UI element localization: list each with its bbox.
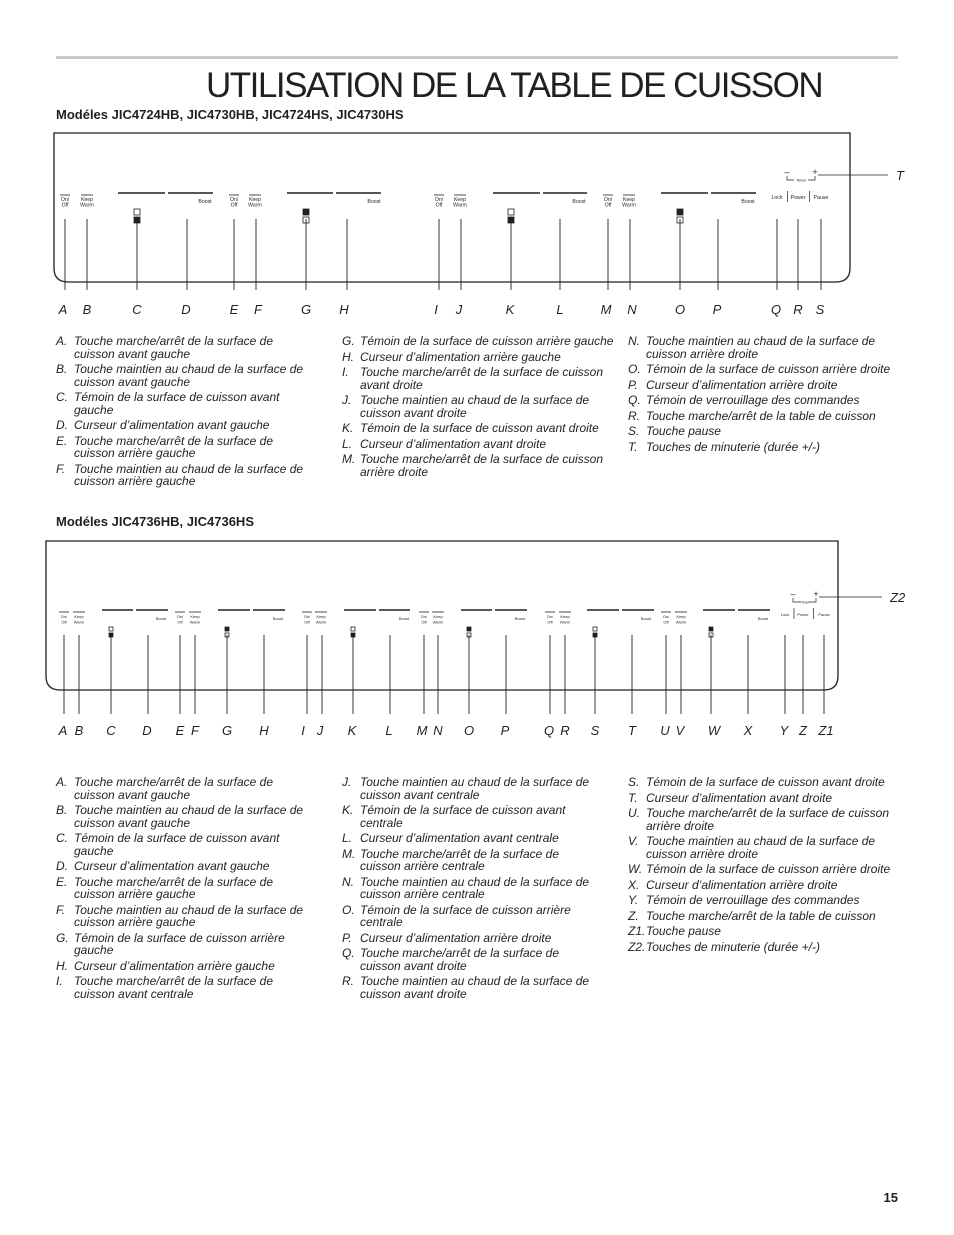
boost-label: Boost bbox=[272, 616, 284, 621]
legend-item bbox=[628, 335, 893, 360]
on-off-label: On/ bbox=[60, 614, 68, 619]
legend-letter: Q. bbox=[628, 393, 641, 407]
legend-letter: K. bbox=[342, 421, 354, 435]
legend-item bbox=[342, 904, 592, 929]
legend-text: Touche maintien au chaud de la surface de cuisson arrière gauche bbox=[74, 461, 304, 488]
legend-text: Témoin de la surface de cuisson arrière centrale bbox=[360, 902, 571, 929]
legend-letter: G. bbox=[342, 334, 355, 348]
on-off-label: Off bbox=[435, 202, 443, 209]
legend-letter: T. bbox=[628, 439, 638, 454]
legend-item bbox=[342, 776, 592, 801]
legend-text: Témoin de la surface de cuisson arrière droite bbox=[646, 362, 891, 376]
on-off-label: Off bbox=[230, 202, 238, 209]
callout-letter: Q bbox=[770, 302, 782, 317]
legend-text: Touche marche/arrêt de la surface de cuisson arrière centrale bbox=[360, 846, 560, 873]
legend-letter: X. bbox=[628, 877, 640, 892]
legend-item bbox=[342, 351, 614, 364]
callout-letter: O bbox=[674, 302, 686, 317]
legend-text: Curseur d’alimentation arrière gauche bbox=[360, 349, 561, 364]
legend-text: Curseur d’alimentation avant droite bbox=[360, 436, 547, 451]
callout-letter: C bbox=[132, 302, 142, 317]
section1-heading: Modéles JIC4724HB, JIC4730HB, JIC4724HS, JIC4730HS bbox=[56, 107, 404, 122]
legend-text: Touche maintien au chaud de la surface de cuisson arrière gauche bbox=[74, 902, 304, 929]
keep-warm-label: Warm bbox=[675, 619, 687, 625]
zone-indicator-square bbox=[467, 627, 471, 631]
callout-letter: I bbox=[301, 723, 305, 738]
on-off-label: Off bbox=[663, 619, 669, 625]
legend-text: Touches de minuterie (durée +/-) bbox=[646, 939, 820, 954]
keep-warm-label: Keep bbox=[74, 614, 84, 619]
legend-column bbox=[56, 776, 306, 1003]
legend-text: Touche marche/arrêt de la surface de cuisson avant gauche bbox=[74, 334, 274, 361]
on-off-label: Off bbox=[604, 202, 612, 209]
legend-text: Témoin de la surface de cuisson avant droite bbox=[360, 421, 599, 435]
legend-text: Touche marche/arrêt de la table de cuisson bbox=[646, 408, 876, 423]
page-number: 15 bbox=[883, 1190, 898, 1205]
lock-label: Lock bbox=[771, 195, 783, 201]
timer-label: Timer bbox=[795, 177, 807, 183]
legend-item bbox=[56, 960, 306, 973]
legend-item bbox=[56, 391, 306, 416]
keep-warm-label: Keep bbox=[190, 614, 200, 619]
boost-label: Boost bbox=[398, 616, 410, 621]
legend-letter: H. bbox=[56, 958, 68, 973]
legend-text: Curseur d’alimentation arrière droite bbox=[646, 877, 838, 892]
callout-letter: B bbox=[74, 723, 84, 738]
callout-letter: Z bbox=[799, 723, 807, 738]
legend-text: Témoin de verrouillage des commandes bbox=[646, 393, 860, 407]
legend-letter: F. bbox=[56, 461, 66, 476]
legend-item bbox=[56, 860, 306, 873]
zone-indicator-square bbox=[225, 627, 229, 631]
callout-letter: S bbox=[590, 723, 600, 738]
legend-item bbox=[342, 438, 614, 451]
callout-letter: M bbox=[416, 723, 428, 738]
callout-letter: Q bbox=[543, 723, 555, 738]
legend-letter: Z1. bbox=[628, 924, 646, 938]
legend-item bbox=[628, 863, 903, 876]
keep-warm-label: Keep bbox=[80, 197, 94, 203]
callout-letter: R bbox=[793, 302, 803, 317]
boost-label: Boost bbox=[367, 199, 381, 205]
legend-letter: F. bbox=[56, 902, 66, 917]
legend-letter: S. bbox=[628, 775, 640, 789]
legend-item bbox=[342, 804, 592, 829]
keep-warm-label: Warm bbox=[432, 619, 444, 625]
callout-letter: J bbox=[455, 302, 463, 317]
panel-outline bbox=[54, 133, 850, 282]
callout-letter: I bbox=[434, 302, 438, 317]
callout-letter: O bbox=[463, 723, 475, 738]
callout-letter: E bbox=[229, 302, 239, 317]
timer-minus: – bbox=[790, 589, 796, 599]
on-off-label: Off bbox=[421, 619, 427, 625]
callout-letter: A bbox=[58, 302, 68, 317]
legend-letter: H. bbox=[342, 349, 354, 364]
callout-letter: X bbox=[743, 723, 753, 738]
callout-letter: F bbox=[254, 302, 262, 317]
legend-item bbox=[56, 776, 306, 801]
zone-indicator-square bbox=[593, 627, 597, 631]
legend-letter: I. bbox=[342, 365, 349, 379]
callout-letter: M bbox=[600, 302, 612, 317]
boost-label: Boost bbox=[155, 616, 167, 621]
legend-letter: M. bbox=[342, 846, 356, 861]
legend-letter: N. bbox=[342, 874, 354, 889]
keep-warm-label: Warm bbox=[189, 619, 201, 625]
legend-item bbox=[628, 363, 893, 376]
keep-warm-label: Warm bbox=[73, 619, 85, 625]
keep-warm-label: Warm bbox=[315, 619, 327, 625]
legend-item bbox=[628, 835, 903, 860]
legend-letter: O. bbox=[342, 902, 355, 917]
timer-label: Timer bbox=[799, 599, 810, 605]
legend-letter: N. bbox=[628, 334, 640, 348]
legend-item bbox=[342, 932, 592, 945]
legend-letter: Z2. bbox=[628, 939, 646, 954]
callout-letter: B bbox=[82, 302, 92, 317]
legend-letter: E. bbox=[56, 433, 68, 448]
legend-letter: K. bbox=[342, 803, 354, 817]
cooktop-diagram-4-zone bbox=[0, 125, 954, 325]
legend-item bbox=[56, 363, 306, 388]
legend-text: Touche maintien au chaud de la surface de cuisson avant droite bbox=[360, 974, 590, 1001]
timer-plus: + bbox=[813, 589, 819, 599]
on-off-label: Off bbox=[177, 619, 183, 625]
legend-text: Curseur d’alimentation arrière droite bbox=[360, 930, 552, 945]
on-off-label: On/ bbox=[603, 197, 613, 203]
legend-item bbox=[628, 441, 893, 454]
callout-letter: P bbox=[712, 302, 722, 317]
boost-label: Boost bbox=[198, 199, 212, 205]
callout-letter: K bbox=[347, 723, 357, 738]
legend-letter: Z. bbox=[628, 908, 639, 923]
callout-letter: N bbox=[433, 723, 443, 738]
zone-indicator-square bbox=[303, 209, 309, 215]
callout-letter: C bbox=[106, 723, 116, 738]
on-off-label: Off bbox=[304, 619, 310, 625]
legend-item bbox=[628, 776, 903, 789]
boost-label: Boost bbox=[741, 199, 755, 205]
legend-text: Touche maintien au chaud de la surface de cuisson arrière centrale bbox=[360, 874, 590, 901]
legend-text: Touche marche/arrêt de la surface de cuisson arrière gauche bbox=[74, 874, 274, 901]
legend-item bbox=[628, 394, 893, 407]
keep-warm-label: Keep bbox=[622, 197, 636, 203]
on-off-label: On/ bbox=[434, 197, 444, 203]
legend-item bbox=[628, 879, 903, 892]
legend-letter: I. bbox=[56, 974, 63, 988]
legend-letter: R. bbox=[628, 408, 640, 423]
legend-letter: J. bbox=[342, 393, 352, 407]
legend-item bbox=[342, 366, 614, 391]
boost-label: Boost bbox=[640, 616, 652, 621]
legend-text: Témoin de la surface de cuisson avant gauche bbox=[74, 831, 280, 858]
legend-item bbox=[56, 804, 306, 829]
legend-text: Touche marche/arrêt de la surface de cuisson avant droite bbox=[360, 946, 560, 973]
callout-letter: N bbox=[627, 302, 637, 317]
legend-letter: W. bbox=[628, 862, 643, 876]
legend-item bbox=[628, 425, 893, 438]
legend-item bbox=[56, 975, 306, 1000]
legend-item bbox=[628, 410, 893, 423]
legend-text: Touche maintien au chaud de la surface de cuisson avant droite bbox=[360, 393, 590, 420]
callout-letter: V bbox=[675, 723, 685, 738]
callout-letter: K bbox=[505, 302, 515, 317]
callout-letter: U bbox=[660, 723, 670, 738]
legend-letter: L. bbox=[342, 436, 353, 451]
legend-text: Touche marche/arrêt de la table de cuisson bbox=[646, 908, 876, 923]
legend-text: Curseur d’alimentation arrière droite bbox=[646, 377, 838, 392]
legend-letter: Y. bbox=[628, 893, 639, 907]
legend-letter: D. bbox=[56, 859, 68, 873]
legend-item bbox=[342, 848, 592, 873]
legend-text: Touche marche/arrêt de la surface de cuisson avant gauche bbox=[74, 775, 274, 802]
lock-label: Lock bbox=[780, 612, 790, 617]
callout-letter: H bbox=[259, 723, 269, 738]
legend-text: Touche maintien au chaud de la surface de cuisson arrière droite bbox=[646, 334, 876, 361]
legend-text: Témoin de la surface de cuisson avant centrale bbox=[360, 803, 566, 830]
callout-letter: E bbox=[175, 723, 185, 738]
legend-item bbox=[56, 832, 306, 857]
legend-letter: P. bbox=[628, 377, 638, 392]
callout-letter: F bbox=[191, 723, 199, 738]
on-off-label: Off bbox=[61, 619, 67, 625]
legend-letter: R. bbox=[342, 974, 354, 988]
callout-letter: Z1 bbox=[818, 723, 834, 738]
legend-item bbox=[342, 422, 614, 435]
legend-item bbox=[342, 394, 614, 419]
keep-warm-label: Warm bbox=[248, 202, 262, 209]
callout-letter: L bbox=[385, 723, 393, 738]
legend-letter: Q. bbox=[342, 946, 355, 960]
legend-letter: A. bbox=[56, 334, 68, 348]
legend-letter: D. bbox=[56, 418, 68, 432]
on-off-label: On/ bbox=[662, 614, 670, 619]
legend-letter: L. bbox=[342, 831, 353, 845]
legend-letter: B. bbox=[56, 362, 68, 376]
legend-letter: U. bbox=[628, 806, 640, 820]
timer-plus: + bbox=[812, 167, 818, 177]
zone-indicator-square bbox=[709, 627, 713, 631]
keep-warm-label: Keep bbox=[248, 197, 262, 203]
zone-indicator-square bbox=[351, 627, 355, 631]
callout-letter: T bbox=[628, 723, 636, 738]
legend-text: Curseur d’alimentation avant gauche bbox=[74, 859, 270, 873]
legend-letter: V. bbox=[628, 834, 639, 848]
on-off-label: On/ bbox=[60, 197, 70, 203]
legend-text: Curseur d’alimentation avant droite bbox=[646, 790, 833, 805]
callout-letter: P bbox=[500, 723, 510, 738]
boost-label: Boost bbox=[572, 199, 586, 205]
callout-letter: S bbox=[815, 302, 825, 317]
legend-text: Touche maintien au chaud de la surface de cuisson avant gauche bbox=[74, 362, 304, 389]
keep-warm-label: Keep bbox=[453, 197, 467, 203]
keep-warm-label: Keep bbox=[433, 614, 443, 619]
legend-letter: M. bbox=[342, 452, 356, 466]
top-rule bbox=[56, 56, 898, 59]
legend-item bbox=[342, 832, 592, 845]
pause-label: Pause bbox=[813, 195, 829, 201]
legend-item bbox=[56, 335, 306, 360]
legend-text: Touche marche/arrêt de la surface de cuisson avant centrale bbox=[74, 974, 274, 1001]
legend-item bbox=[342, 975, 592, 1000]
legend-column bbox=[342, 776, 592, 1003]
legend-item bbox=[342, 947, 592, 972]
legend-item bbox=[628, 792, 903, 805]
callout-letter: Z2 bbox=[890, 590, 906, 605]
legend-letter: P. bbox=[342, 930, 352, 945]
legend-column bbox=[56, 335, 306, 491]
legend-text: Curseur d’alimentation avant centrale bbox=[360, 831, 559, 845]
legend-column bbox=[628, 335, 893, 456]
legend-text: Touche marche/arrêt de la surface de cuisson arrière droite bbox=[360, 452, 604, 479]
legend-column bbox=[628, 776, 903, 956]
legend-letter: C. bbox=[56, 390, 68, 404]
legend-item bbox=[628, 925, 903, 938]
callout-letter: G bbox=[221, 723, 233, 738]
callout-letter: G bbox=[300, 302, 312, 317]
on-off-label: On/ bbox=[546, 614, 554, 619]
legend-text: Touches de minuterie (durée +/-) bbox=[646, 439, 820, 454]
legend-item bbox=[56, 463, 306, 488]
legend-item bbox=[342, 335, 614, 348]
legend-item bbox=[628, 894, 903, 907]
legend-text: Témoin de verrouillage des commandes bbox=[646, 893, 860, 907]
on-off-label: On/ bbox=[303, 614, 311, 619]
legend-letter: J. bbox=[342, 775, 352, 789]
power-label: Power bbox=[790, 195, 806, 201]
legend-item bbox=[56, 904, 306, 929]
legend-letter: T. bbox=[628, 790, 638, 805]
callout-letter: A bbox=[58, 723, 68, 738]
legend-item bbox=[56, 876, 306, 901]
legend-item bbox=[628, 941, 903, 954]
legend-letter: O. bbox=[628, 362, 641, 376]
legend-text: Témoin de la surface de cuisson arrière droite bbox=[646, 862, 891, 876]
boost-label: Boost bbox=[757, 616, 769, 621]
page-title: UTILISATION DE LA TABLE DE CUISSON bbox=[206, 66, 823, 105]
keep-warm-label: Keep bbox=[316, 614, 326, 619]
legend-column bbox=[342, 335, 614, 481]
legend-text: Touche marche/arrêt de la surface de cuisson avant droite bbox=[360, 365, 604, 392]
keep-warm-label: Warm bbox=[622, 202, 636, 209]
callout-letter: D bbox=[142, 723, 152, 738]
legend-item bbox=[628, 910, 903, 923]
keep-warm-label: Warm bbox=[80, 202, 94, 209]
callout-letter: W bbox=[707, 723, 721, 738]
legend-letter: A. bbox=[56, 775, 68, 789]
callout-letter: H bbox=[339, 302, 349, 317]
callout-letter: T bbox=[896, 168, 904, 183]
cooktop-diagram-5-zone bbox=[0, 533, 954, 748]
on-off-label: Off bbox=[61, 202, 69, 209]
legend-letter: S. bbox=[628, 424, 640, 438]
legend-item bbox=[628, 807, 903, 832]
legend-text: Touche pause bbox=[646, 424, 721, 438]
legend-letter: B. bbox=[56, 803, 68, 817]
legend-item bbox=[628, 379, 893, 392]
legend-letter: G. bbox=[56, 930, 69, 945]
legend-text: Curseur d’alimentation arrière gauche bbox=[74, 958, 275, 973]
legend-text: Touche maintien au chaud de la surface de cuisson avant centrale bbox=[360, 775, 590, 802]
legend-letter: E. bbox=[56, 874, 68, 889]
legend-text: Témoin de la surface de cuisson avant gauche bbox=[74, 390, 280, 417]
on-off-label: On/ bbox=[176, 614, 184, 619]
callout-letter: J bbox=[316, 723, 324, 738]
legend-item bbox=[56, 419, 306, 432]
zone-indicator-square bbox=[677, 209, 683, 215]
legend-text: Curseur d’alimentation avant gauche bbox=[74, 418, 270, 432]
timer-minus: – bbox=[784, 167, 790, 177]
legend-item bbox=[342, 876, 592, 901]
boost-label: Boost bbox=[514, 616, 526, 621]
power-label: Power bbox=[797, 612, 809, 617]
legend-text: Témoin de la surface de cuisson arrière gauche bbox=[74, 930, 285, 957]
on-off-label: On/ bbox=[229, 197, 239, 203]
zone-indicator-square bbox=[134, 209, 140, 215]
zone-indicator-square bbox=[508, 209, 514, 215]
keep-warm-label: Keep bbox=[676, 614, 686, 619]
callout-letter: Y bbox=[779, 723, 789, 738]
callout-letter: D bbox=[181, 302, 191, 317]
legend-text: Témoin de la surface de cuisson avant droite bbox=[646, 775, 885, 789]
section2-heading: Modéles JIC4736HB, JIC4736HS bbox=[56, 514, 254, 529]
legend-text: Touche maintien au chaud de la surface de cuisson avant gauche bbox=[74, 803, 304, 830]
legend-letter: C. bbox=[56, 831, 68, 845]
keep-warm-label: Warm bbox=[559, 619, 571, 625]
keep-warm-label: Keep bbox=[560, 614, 570, 619]
callout-letter: R bbox=[560, 723, 570, 738]
legend-item bbox=[56, 435, 306, 460]
legend-text: Touche marche/arrêt de la surface de cuisson arrière gauche bbox=[74, 433, 274, 460]
legend-text: Touche pause bbox=[646, 924, 721, 938]
on-off-label: On/ bbox=[420, 614, 428, 619]
legend-text: Touche maintien au chaud de la surface de cuisson arrière droite bbox=[646, 834, 876, 861]
legend-text: Témoin de la surface de cuisson arrière gauche bbox=[360, 334, 614, 348]
pause-label: Pause bbox=[818, 612, 830, 617]
on-off-label: Off bbox=[547, 619, 553, 625]
legend-item bbox=[342, 453, 614, 478]
zone-indicator-square bbox=[109, 627, 113, 631]
legend-item bbox=[56, 932, 306, 957]
legend-text: Touche marche/arrêt de la surface de cuisson arrière droite bbox=[646, 806, 890, 833]
callout-letter: L bbox=[556, 302, 564, 317]
keep-warm-label: Warm bbox=[453, 202, 467, 209]
